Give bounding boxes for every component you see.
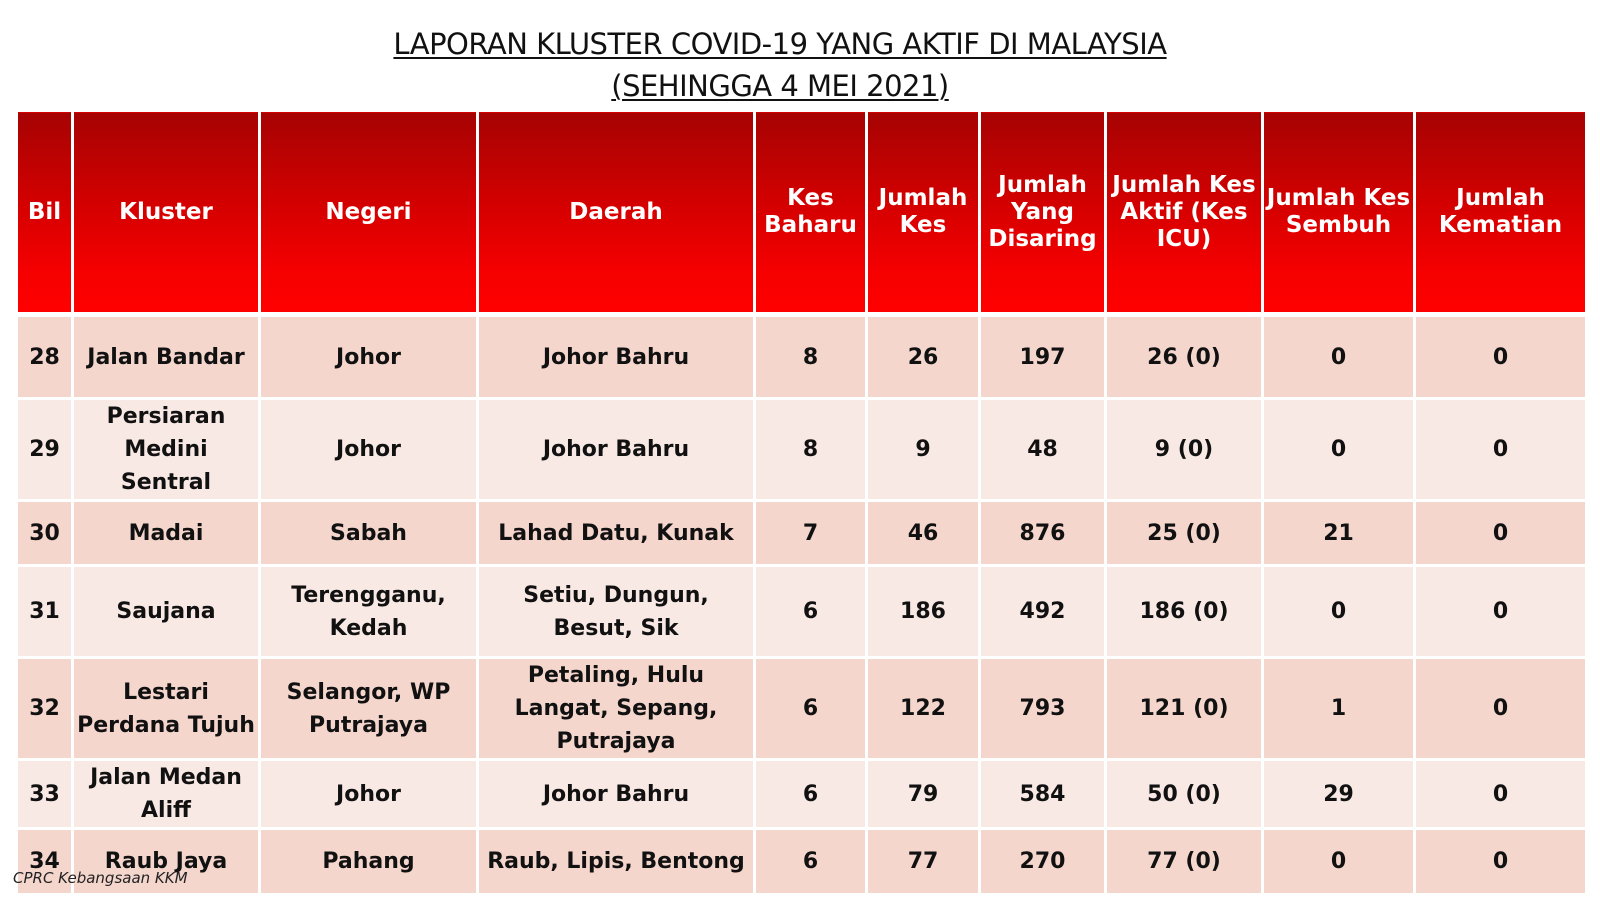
cell-kluster: Jalan Bandar [73, 315, 260, 399]
table-row [17, 315, 1587, 399]
cell-negeri: Johor [260, 760, 478, 829]
cell-jumlah-kes: 186 [867, 566, 980, 658]
cell-negeri: Johor [260, 315, 478, 399]
cell-jumlah-kes-sembuh: 29 [1263, 760, 1415, 829]
cell-jumlah-kematian: 0 [1415, 829, 1587, 895]
header-negeri: Negeri [260, 111, 478, 315]
header-jumlah-kes-aktif: Jumlah Kes Aktif (Kes ICU) [1106, 111, 1263, 315]
cell-jumlah-kes: 26 [867, 315, 980, 399]
cell-jumlah-kes-sembuh: 0 [1263, 566, 1415, 658]
table-row [17, 829, 1587, 895]
cell-jumlah-kes-aktif: 9 (0) [1106, 399, 1263, 501]
cell-jumlah-disaring: 492 [980, 566, 1106, 658]
cell-jumlah-kes-aktif: 25 (0) [1106, 501, 1263, 566]
cell-jumlah-kes: 122 [867, 658, 980, 760]
cell-daerah: Lahad Datu, Kunak [478, 501, 755, 566]
cell-daerah: Raub, Lipis, Bentong [478, 829, 755, 895]
cell-kes-baharu: 6 [755, 829, 867, 895]
cell-bil: 31 [17, 566, 73, 658]
cell-jumlah-disaring: 270 [980, 829, 1106, 895]
header-kluster: Kluster [73, 111, 260, 315]
header-jumlah-kes-sembuh: Jumlah Kes Sembuh [1263, 111, 1415, 315]
cell-jumlah-kes-aktif: 50 (0) [1106, 760, 1263, 829]
cell-bil: 33 [17, 760, 73, 829]
cell-kes-baharu: 6 [755, 566, 867, 658]
cell-jumlah-disaring: 197 [980, 315, 1106, 399]
cell-bil: 29 [17, 399, 73, 501]
cell-jumlah-disaring: 793 [980, 658, 1106, 760]
cell-jumlah-kes-sembuh: 0 [1263, 399, 1415, 501]
cell-kluster: Lestari Perdana Tujuh [73, 658, 260, 760]
cell-kes-baharu: 6 [755, 760, 867, 829]
cell-jumlah-kematian: 0 [1415, 315, 1587, 399]
cell-bil: 34 [17, 829, 73, 895]
cell-negeri: Johor [260, 399, 478, 501]
cluster-table [15, 109, 1588, 896]
cell-jumlah-kes-aktif: 77 (0) [1106, 829, 1263, 895]
cell-jumlah-kes: 46 [867, 501, 980, 566]
cell-kluster: Madai [73, 501, 260, 566]
table-row [17, 658, 1587, 760]
cell-kluster: Raub Jaya [73, 829, 260, 895]
table-row [17, 501, 1587, 566]
cell-jumlah-kes-sembuh: 1 [1263, 658, 1415, 760]
table-row [17, 566, 1587, 658]
cell-jumlah-kes-sembuh: 0 [1263, 315, 1415, 399]
header-jumlah-kematian: Jumlah Kematian [1415, 111, 1587, 315]
cell-kluster: Persiaran Medini Sentral [73, 399, 260, 501]
cell-jumlah-kes-sembuh: 21 [1263, 501, 1415, 566]
cell-kes-baharu: 8 [755, 399, 867, 501]
cell-jumlah-kes-aktif: 121 (0) [1106, 658, 1263, 760]
cell-jumlah-kes: 9 [867, 399, 980, 501]
cell-kluster: Saujana [73, 566, 260, 658]
cell-bil: 28 [17, 315, 73, 399]
source-credit: CPRC Kebangsaan KKM [13, 869, 188, 887]
header-jumlah-disaring: Jumlah Yang Disaring [980, 111, 1106, 315]
cell-daerah: Johor Bahru [478, 399, 755, 501]
cell-jumlah-kes-aktif: 186 (0) [1106, 566, 1263, 658]
cell-daerah: Petaling, Hulu Langat, Sepang, Putrajaya [478, 658, 755, 760]
cell-negeri: Terengganu, Kedah [260, 566, 478, 658]
cell-jumlah-kes-sembuh: 0 [1263, 829, 1415, 895]
cell-bil: 30 [17, 501, 73, 566]
table-header-row [17, 111, 1587, 315]
cell-jumlah-kematian: 0 [1415, 501, 1587, 566]
cell-kluster: Jalan Medan Aliff [73, 760, 260, 829]
report-date: (SEHINGGA 4 MEI 2021) [611, 69, 949, 103]
cell-jumlah-kes: 79 [867, 760, 980, 829]
report-title: LAPORAN KLUSTER COVID-19 YANG AKTIF DI MALAYSIA [393, 27, 1167, 61]
cell-daerah: Setiu, Dungun, Besut, Sik [478, 566, 755, 658]
cell-negeri: Sabah [260, 501, 478, 566]
header-daerah: Daerah [478, 111, 755, 315]
table-row [17, 760, 1587, 829]
cell-negeri: Selangor, WP Putrajaya [260, 658, 478, 760]
header-bil: Bil [17, 111, 73, 315]
header-kes-baharu: Kes Baharu [755, 111, 867, 315]
cell-bil: 32 [17, 658, 73, 760]
cell-daerah: Johor Bahru [478, 760, 755, 829]
cell-jumlah-disaring: 876 [980, 501, 1106, 566]
table-row [17, 399, 1587, 501]
cell-kes-baharu: 8 [755, 315, 867, 399]
cell-jumlah-disaring: 48 [980, 399, 1106, 501]
cell-negeri: Pahang [260, 829, 478, 895]
header-jumlah-kes: Jumlah Kes [867, 111, 980, 315]
cell-jumlah-kematian: 0 [1415, 399, 1587, 501]
cell-jumlah-kematian: 0 [1415, 658, 1587, 760]
cell-kes-baharu: 7 [755, 501, 867, 566]
cell-jumlah-kes-aktif: 26 (0) [1106, 315, 1263, 399]
cell-jumlah-kes: 77 [867, 829, 980, 895]
cell-jumlah-kematian: 0 [1415, 566, 1587, 658]
cell-daerah: Johor Bahru [478, 315, 755, 399]
cell-kes-baharu: 6 [755, 658, 867, 760]
cell-jumlah-disaring: 584 [980, 760, 1106, 829]
cell-jumlah-kematian: 0 [1415, 760, 1587, 829]
